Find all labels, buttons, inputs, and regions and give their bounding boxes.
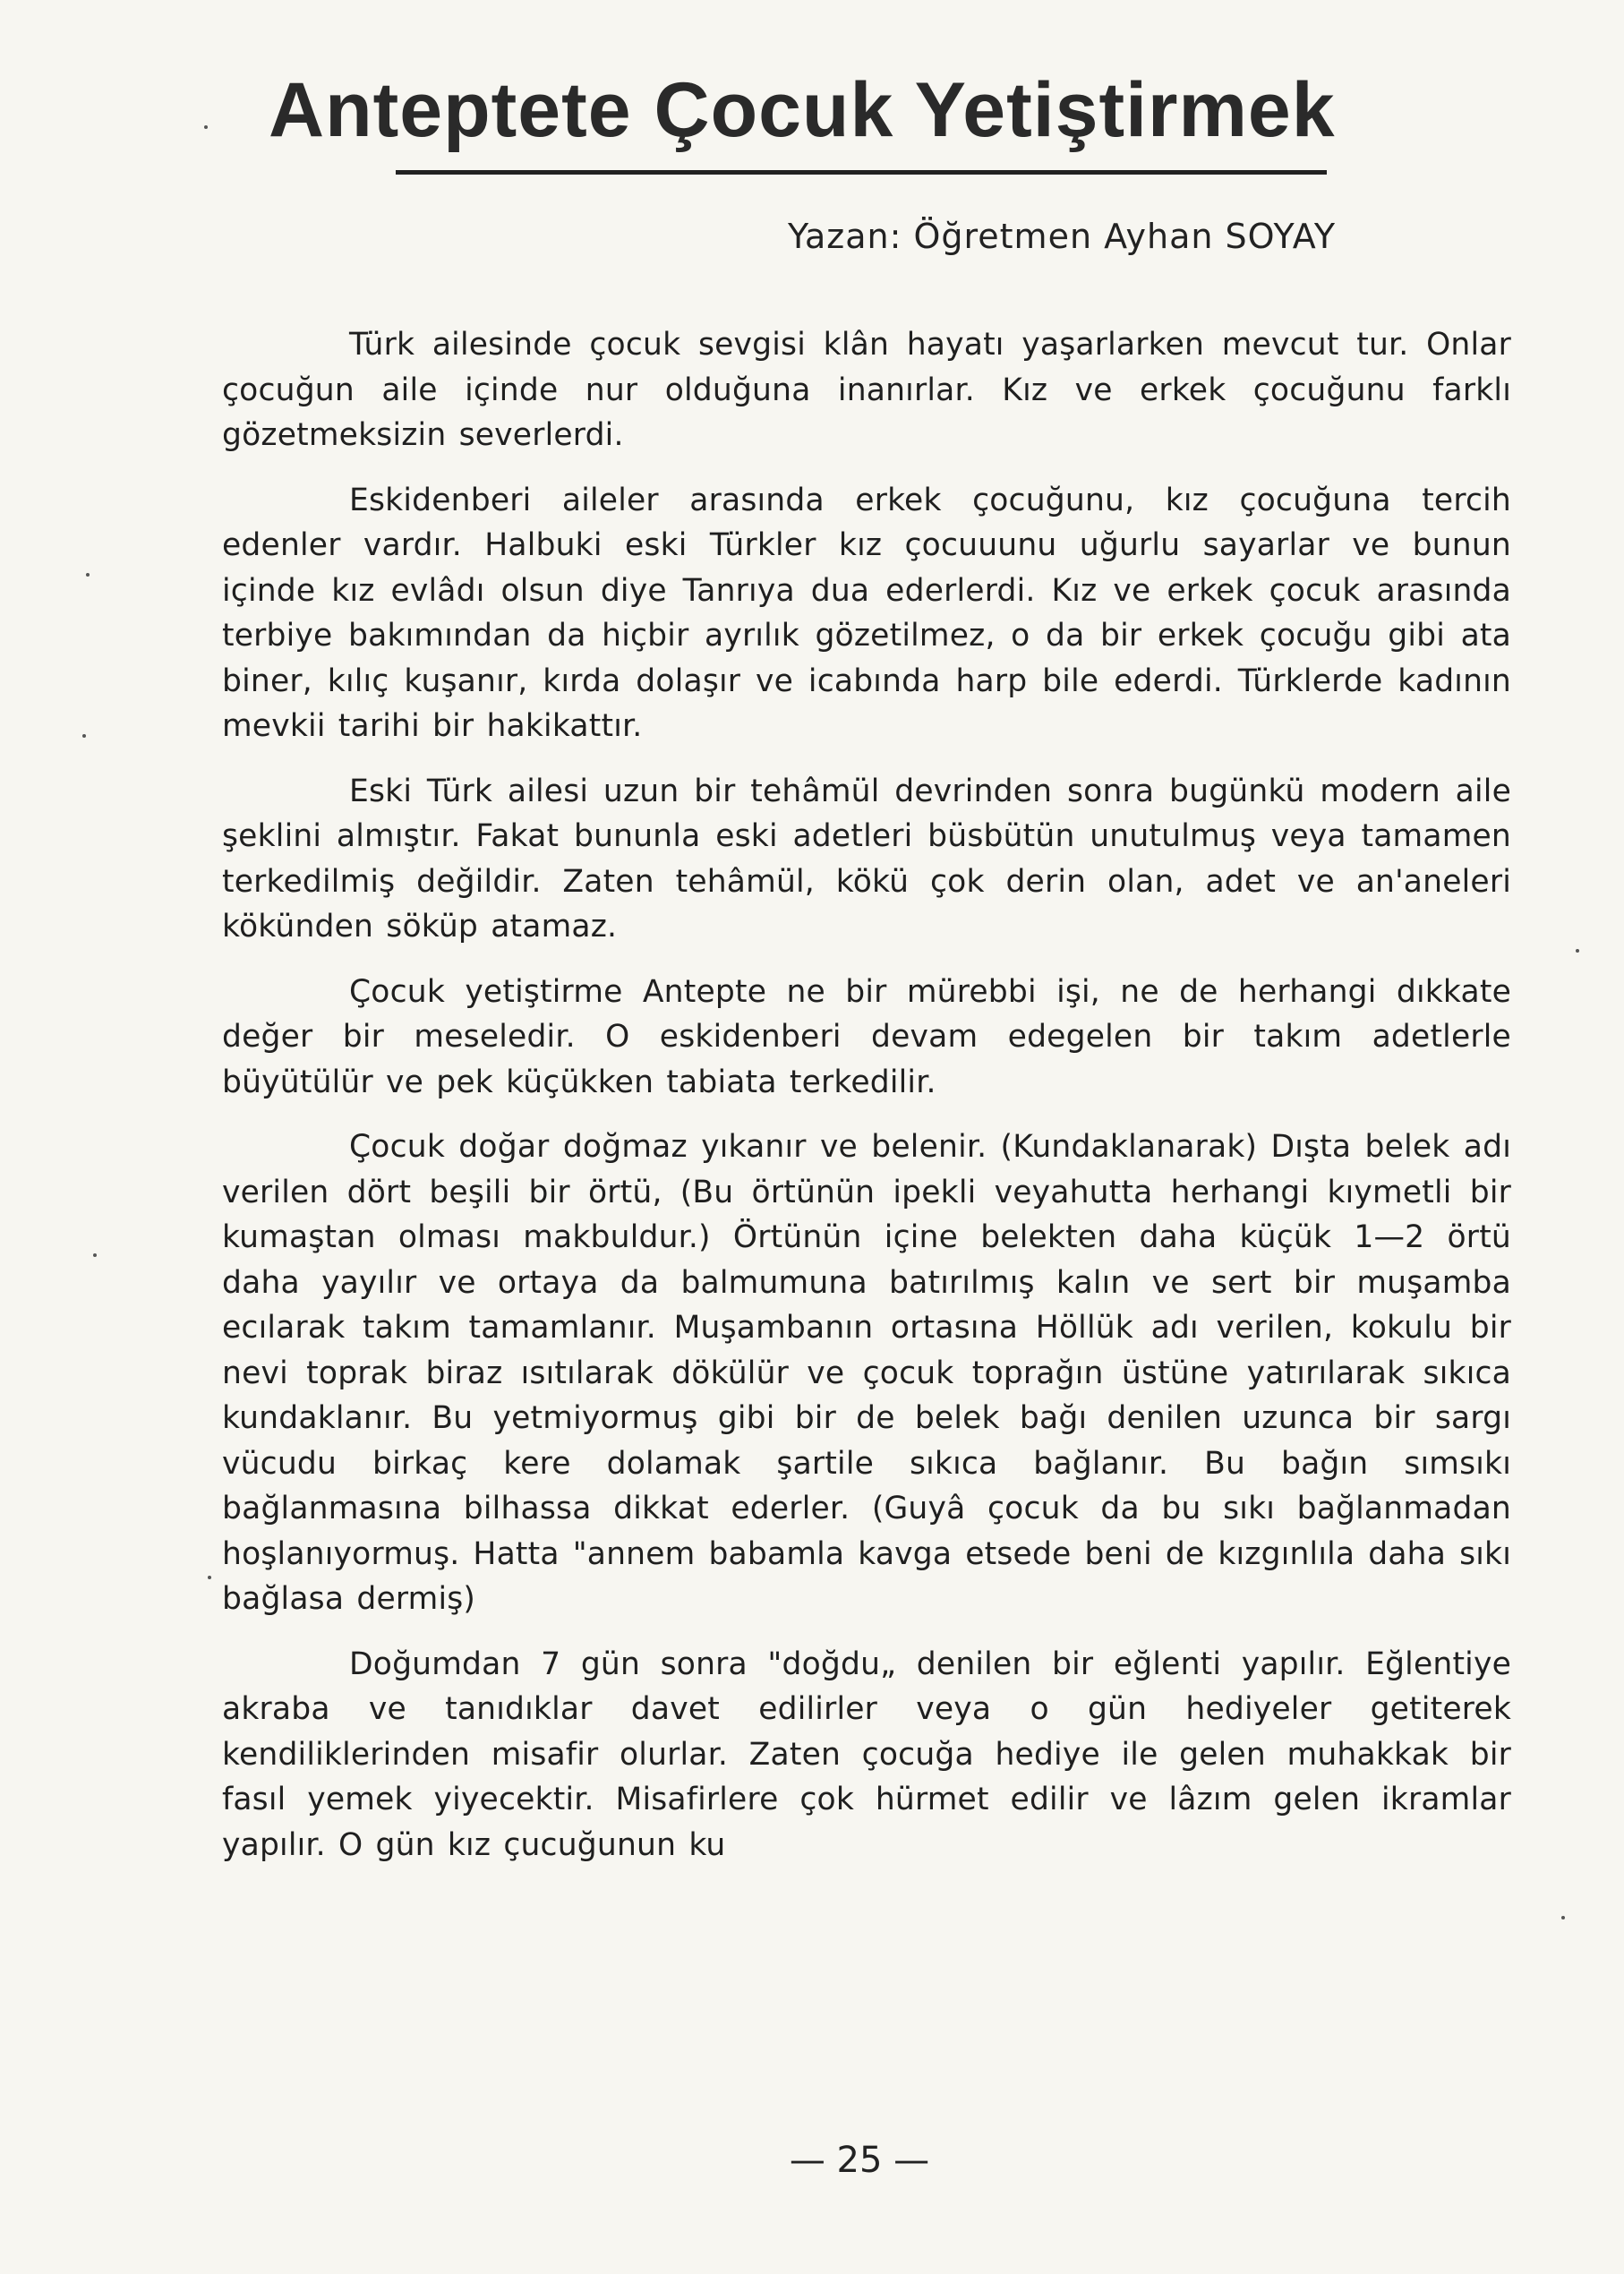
paragraph: Eskidenberi aileler arasında erkek çocuğunu, kız çocuğuna tercih edenler vardır. Halbuki eski Türkler kız çocuuunu uğurlu sayarlar ve bunun içinde kız evlâdı olsun diye Tanrıya dua ederlerdi. Kız ve erkek çocuk arasında terbiye bakımından da hiçbir ayrılık gözetilmez, o da bir erkek çocuğu gibi ata biner, kılıç kuşanır, kırda dolaşır ve icabında harp bile ederdi. Türklerde kadının mevkii tarihi bir hakikattır.: [222, 482, 1511, 744]
article-title: Anteptete Çocuk Yetiştirmek: [269, 67, 1336, 153]
article-body: [222, 322, 1511, 1887]
scan-speck: [82, 734, 86, 738]
scan-speck: [86, 573, 90, 577]
scan-speck: [208, 1576, 211, 1579]
scan-speck: [1561, 1916, 1565, 1919]
scan-speck: [93, 1253, 97, 1257]
scan-speck: [204, 125, 208, 129]
page-number: — 25 —: [789, 2140, 930, 2181]
author-byline: Yazan: Öğretmen Ayhan SOYAY: [788, 217, 1337, 256]
paragraph: Eski Türk ailesi uzun bir tehâmül devrinden sonra bugünkü modern aile şeklini almıştır. Fakat bununla eski adetleri büsbütün unutulmuş veya tamamen terkedilmiş değildir. Zaten tehâmül, kökü çok derin olan, adet ve an'aneleri kökünden söküp atamaz.: [222, 773, 1511, 945]
paragraph: Türk ailesinde çocuk sevgisi klân hayatı yaşarlarken mevcut tur. Onlar çocuğun aile içinde nur olduğuna inanırlar. Kız ve erkek çocuğunu farklı gözetmeksizin severlerdi.: [222, 327, 1511, 453]
scan-speck: [1576, 949, 1579, 953]
title-underline-rule: [396, 170, 1327, 175]
paragraph: Çocuk yetiştirme Antepte ne bir mürebbi işi, ne de herhangi dıkkate değer bir meseledir. O eskidenberi devam edegelen bir takım adetlerle büyütülür ve pek küçükken tabiata terkedilir.: [222, 973, 1511, 1100]
paragraph: Doğumdan 7 gün sonra "doğdu„ denilen bir eğlenti yapılır. Eğlentiye akraba ve tanıdıklar davet edilirler veya o gün hediyeler getiterek kendiliklerinden misafir olurlar. Zaten çocuğa hediye ile gelen muhakkak bir fasıl yemek yiyecektir. Misafirlere çok hürmet edilir ve lâzım gelen ikramlar yapılır. O gün kız çucuğunun ku: [222, 1646, 1511, 1863]
paragraph: Çocuk doğar doğmaz yıkanır ve belenir. (Kundaklanarak) Dışta belek adı verilen dört beşili bir örtü, (Bu örtünün ipekli veyahutta herhangi kıymetli bir kumaştan olması makbuldur.) Örtünün içine belekten daha küçük 1—2 örtü daha yayılır ve ortaya da balmumuna batırılmış kalın ve sert bir muşamba ecılarak takım tamamlanır. Muşambanın ortasına Höllük adı verilen, kokulu bir nevi toprak biraz ısıtılarak dökülür ve çocuk toprağın üstüne yatırılarak sıkıca kundaklanır. Bu yetmiyormuş gibi bir de belek bağı denilen uzunca bir sargı vücudu birkaç kere dolamak şartile sıkıca bağlanır. Bu bağın sımsıkı bağlanmasına bilhassa dikkat ederler. (Guyâ çocuk da bu sıkı bağlanmadan hoşlanıyormuş. Hatta "annem babamla kavga etsede beni de kızgınlıla daha sıkı bağlasa dermiş): [222, 1129, 1511, 1617]
